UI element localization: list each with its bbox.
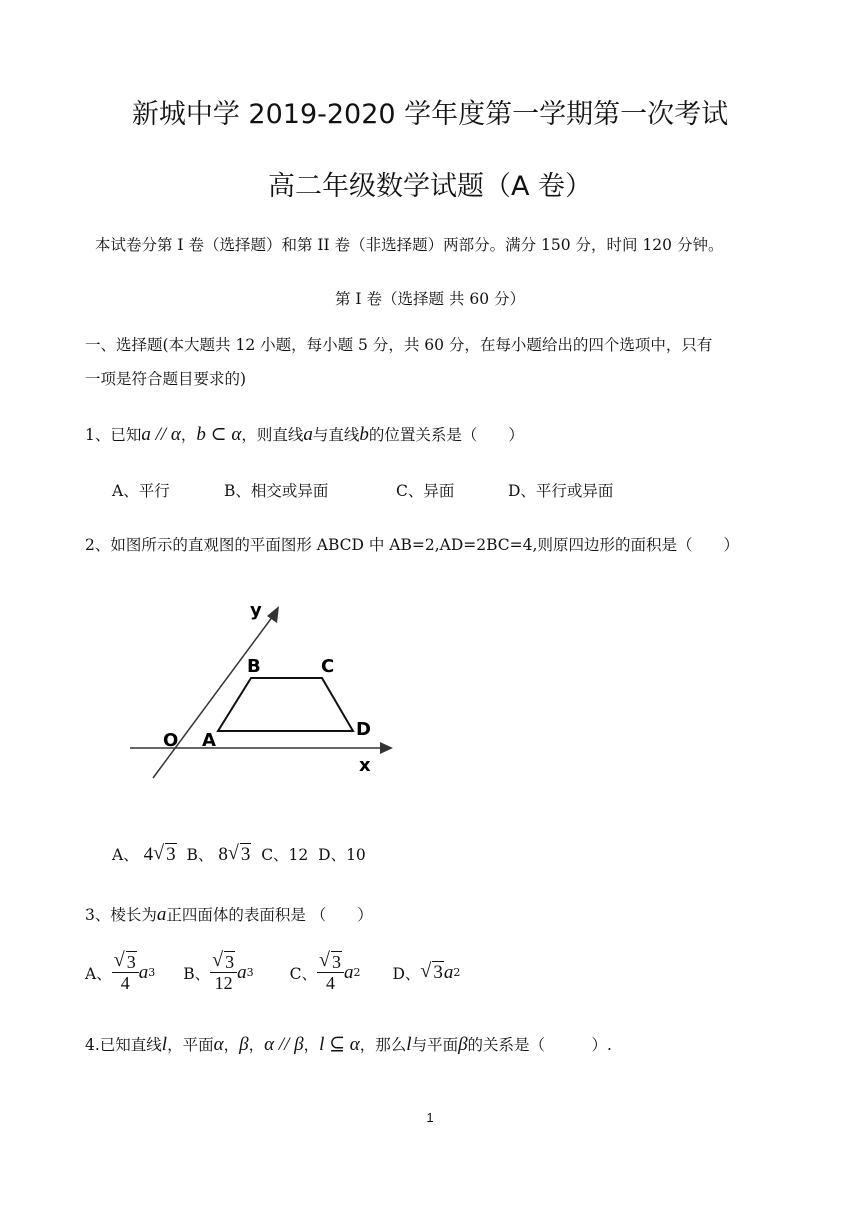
q3-option-c-den: 4 bbox=[325, 973, 335, 993]
q4-c3: ， bbox=[303, 1036, 320, 1054]
exam-title: 新城中学 2019-2020 学年度第一学期第一次考试 bbox=[131, 99, 729, 130]
x-axis-arrow bbox=[380, 742, 393, 754]
q1-math-parallel: a // α bbox=[141, 424, 181, 445]
q3-option-a-prefix: A、 bbox=[85, 964, 112, 983]
q4-mid3: 与平面 bbox=[411, 1036, 459, 1054]
q4-suffix: 的关系是（ ）. bbox=[467, 1036, 612, 1054]
q4-var-l: l bbox=[161, 1034, 168, 1055]
q4-rel-subset: l ⊆ α bbox=[319, 1034, 360, 1055]
q3-option-c-prefix: C、 bbox=[289, 964, 317, 983]
q2-option-a-sqrt bbox=[153, 844, 177, 866]
label-a: A bbox=[202, 730, 216, 751]
part1-heading: 第 I 卷（选择题 共 60 分） bbox=[335, 290, 525, 308]
q1-suffix: 的位置关系是（ ） bbox=[368, 426, 524, 444]
q2-option-b-prefix: B、 bbox=[186, 846, 214, 864]
q3-option-d-exp: 2 bbox=[453, 966, 461, 979]
q3-option-a-num: 3 bbox=[126, 952, 136, 972]
label-y: y bbox=[250, 600, 262, 621]
q2-option-c: C、12 bbox=[261, 846, 309, 864]
q4-mid1: ，平面 bbox=[167, 1036, 214, 1054]
label-x: x bbox=[359, 755, 371, 776]
intro-text: 本试卷分第 I 卷（选择题）和第 II 卷（非选择题）两部分。满分 150 分，时间 120 分钟。 bbox=[95, 236, 724, 254]
q1-math-subset: b ⊂ α bbox=[196, 424, 242, 445]
q3-option-a-fraction bbox=[112, 952, 139, 993]
q3-option-d-sqrt bbox=[420, 962, 444, 984]
y-axis bbox=[153, 616, 273, 778]
q2-option-b-radicand: 3 bbox=[240, 844, 251, 865]
q2-options bbox=[112, 843, 366, 866]
q3-suffix: 正四面体的表面积是 （ ） bbox=[166, 906, 373, 924]
q1-option-c: C、异面 bbox=[396, 482, 455, 500]
q4-prefix: 4.已知直线 bbox=[85, 1036, 162, 1054]
exam-subtitle: 高二年级数学试题（A 卷） bbox=[267, 171, 593, 202]
q3-option-c-num: 3 bbox=[331, 952, 341, 972]
q1-mid2: 与直线 bbox=[312, 426, 360, 444]
q3-prefix: 3、棱长为 bbox=[85, 906, 157, 924]
q3-options bbox=[85, 952, 460, 993]
q3-option-d-rad: 3 bbox=[433, 961, 443, 983]
q2-option-d: D、10 bbox=[318, 846, 366, 864]
q4-var-l2: l bbox=[406, 1034, 412, 1055]
q3-option-b-var: a bbox=[237, 961, 247, 983]
q3-option-c-fraction bbox=[317, 952, 344, 993]
q3-option-a-var: a bbox=[138, 961, 149, 983]
q4-beta2: β bbox=[458, 1034, 468, 1055]
question-1 bbox=[85, 423, 524, 446]
q2-option-a-radicand: 3 bbox=[166, 844, 176, 865]
question-2: 2、如图所示的直观图的平面图形 ABCD 中 AB=2,AD=2BC=4,则原四边形的面积是（ ） bbox=[85, 536, 739, 554]
q3-option-b-prefix: B、 bbox=[183, 964, 211, 983]
q1-option-d: D、平行或异面 bbox=[508, 482, 614, 500]
q3-option-b-exp: 3 bbox=[246, 966, 254, 979]
q3-option-b-num: 3 bbox=[225, 952, 235, 972]
section1-line1: 一、选择题(本大题共 12 小题，每小题 5 分，共 60 分，在每小题给出的四个选项中，只有 bbox=[85, 336, 713, 354]
q4-alpha: α bbox=[213, 1034, 224, 1055]
q1-prefix: 1、已知 bbox=[85, 426, 142, 444]
q3-option-d-var: a bbox=[443, 961, 454, 983]
q3-option-a-exp: 3 bbox=[148, 966, 156, 979]
q3-option-d-prefix: D、 bbox=[392, 964, 421, 983]
q3-option-c-var: a bbox=[343, 961, 354, 983]
label-c: C bbox=[321, 656, 335, 677]
q3-option-a-den: 4 bbox=[120, 973, 130, 993]
q4-c2: ， bbox=[248, 1036, 265, 1054]
q4-beta: β bbox=[239, 1034, 249, 1055]
label-b: B bbox=[247, 656, 261, 677]
q3-option-c-exp: 2 bbox=[353, 966, 361, 979]
q4-mid2: ，那么 bbox=[359, 1036, 407, 1054]
page-number: 1 bbox=[426, 1110, 434, 1125]
q4-c1: ， bbox=[223, 1036, 240, 1054]
q2-option-b-coef: 8 bbox=[218, 844, 228, 865]
quadrilateral-figure bbox=[125, 590, 395, 784]
q1-mid: ，则直线 bbox=[241, 426, 304, 444]
q1-var-a: a bbox=[303, 424, 313, 445]
q1-option-b: B、相交或异面 bbox=[224, 482, 329, 500]
label-d: D bbox=[356, 719, 371, 740]
q2-option-b-sqrt bbox=[228, 844, 252, 866]
label-o: O bbox=[163, 730, 179, 751]
q3-option-b-den: 12 bbox=[214, 973, 233, 993]
q1-option-a: A、平行 bbox=[112, 482, 170, 500]
q2-option-a-coef: 4 bbox=[143, 844, 154, 865]
section1-line2: 一项是符合题目要求的) bbox=[85, 370, 247, 388]
q1-comma: ， bbox=[180, 426, 197, 444]
question-4 bbox=[85, 1033, 612, 1056]
q2-option-a-prefix: A、 bbox=[112, 846, 139, 864]
q3-option-b-fraction bbox=[210, 952, 237, 993]
q4-rel-parallel: α // β bbox=[264, 1034, 304, 1055]
q1-var-b: b bbox=[359, 424, 369, 445]
trapezoid-abcd bbox=[218, 678, 353, 731]
question-3 bbox=[85, 903, 373, 926]
q3-var-a: a bbox=[156, 904, 167, 925]
